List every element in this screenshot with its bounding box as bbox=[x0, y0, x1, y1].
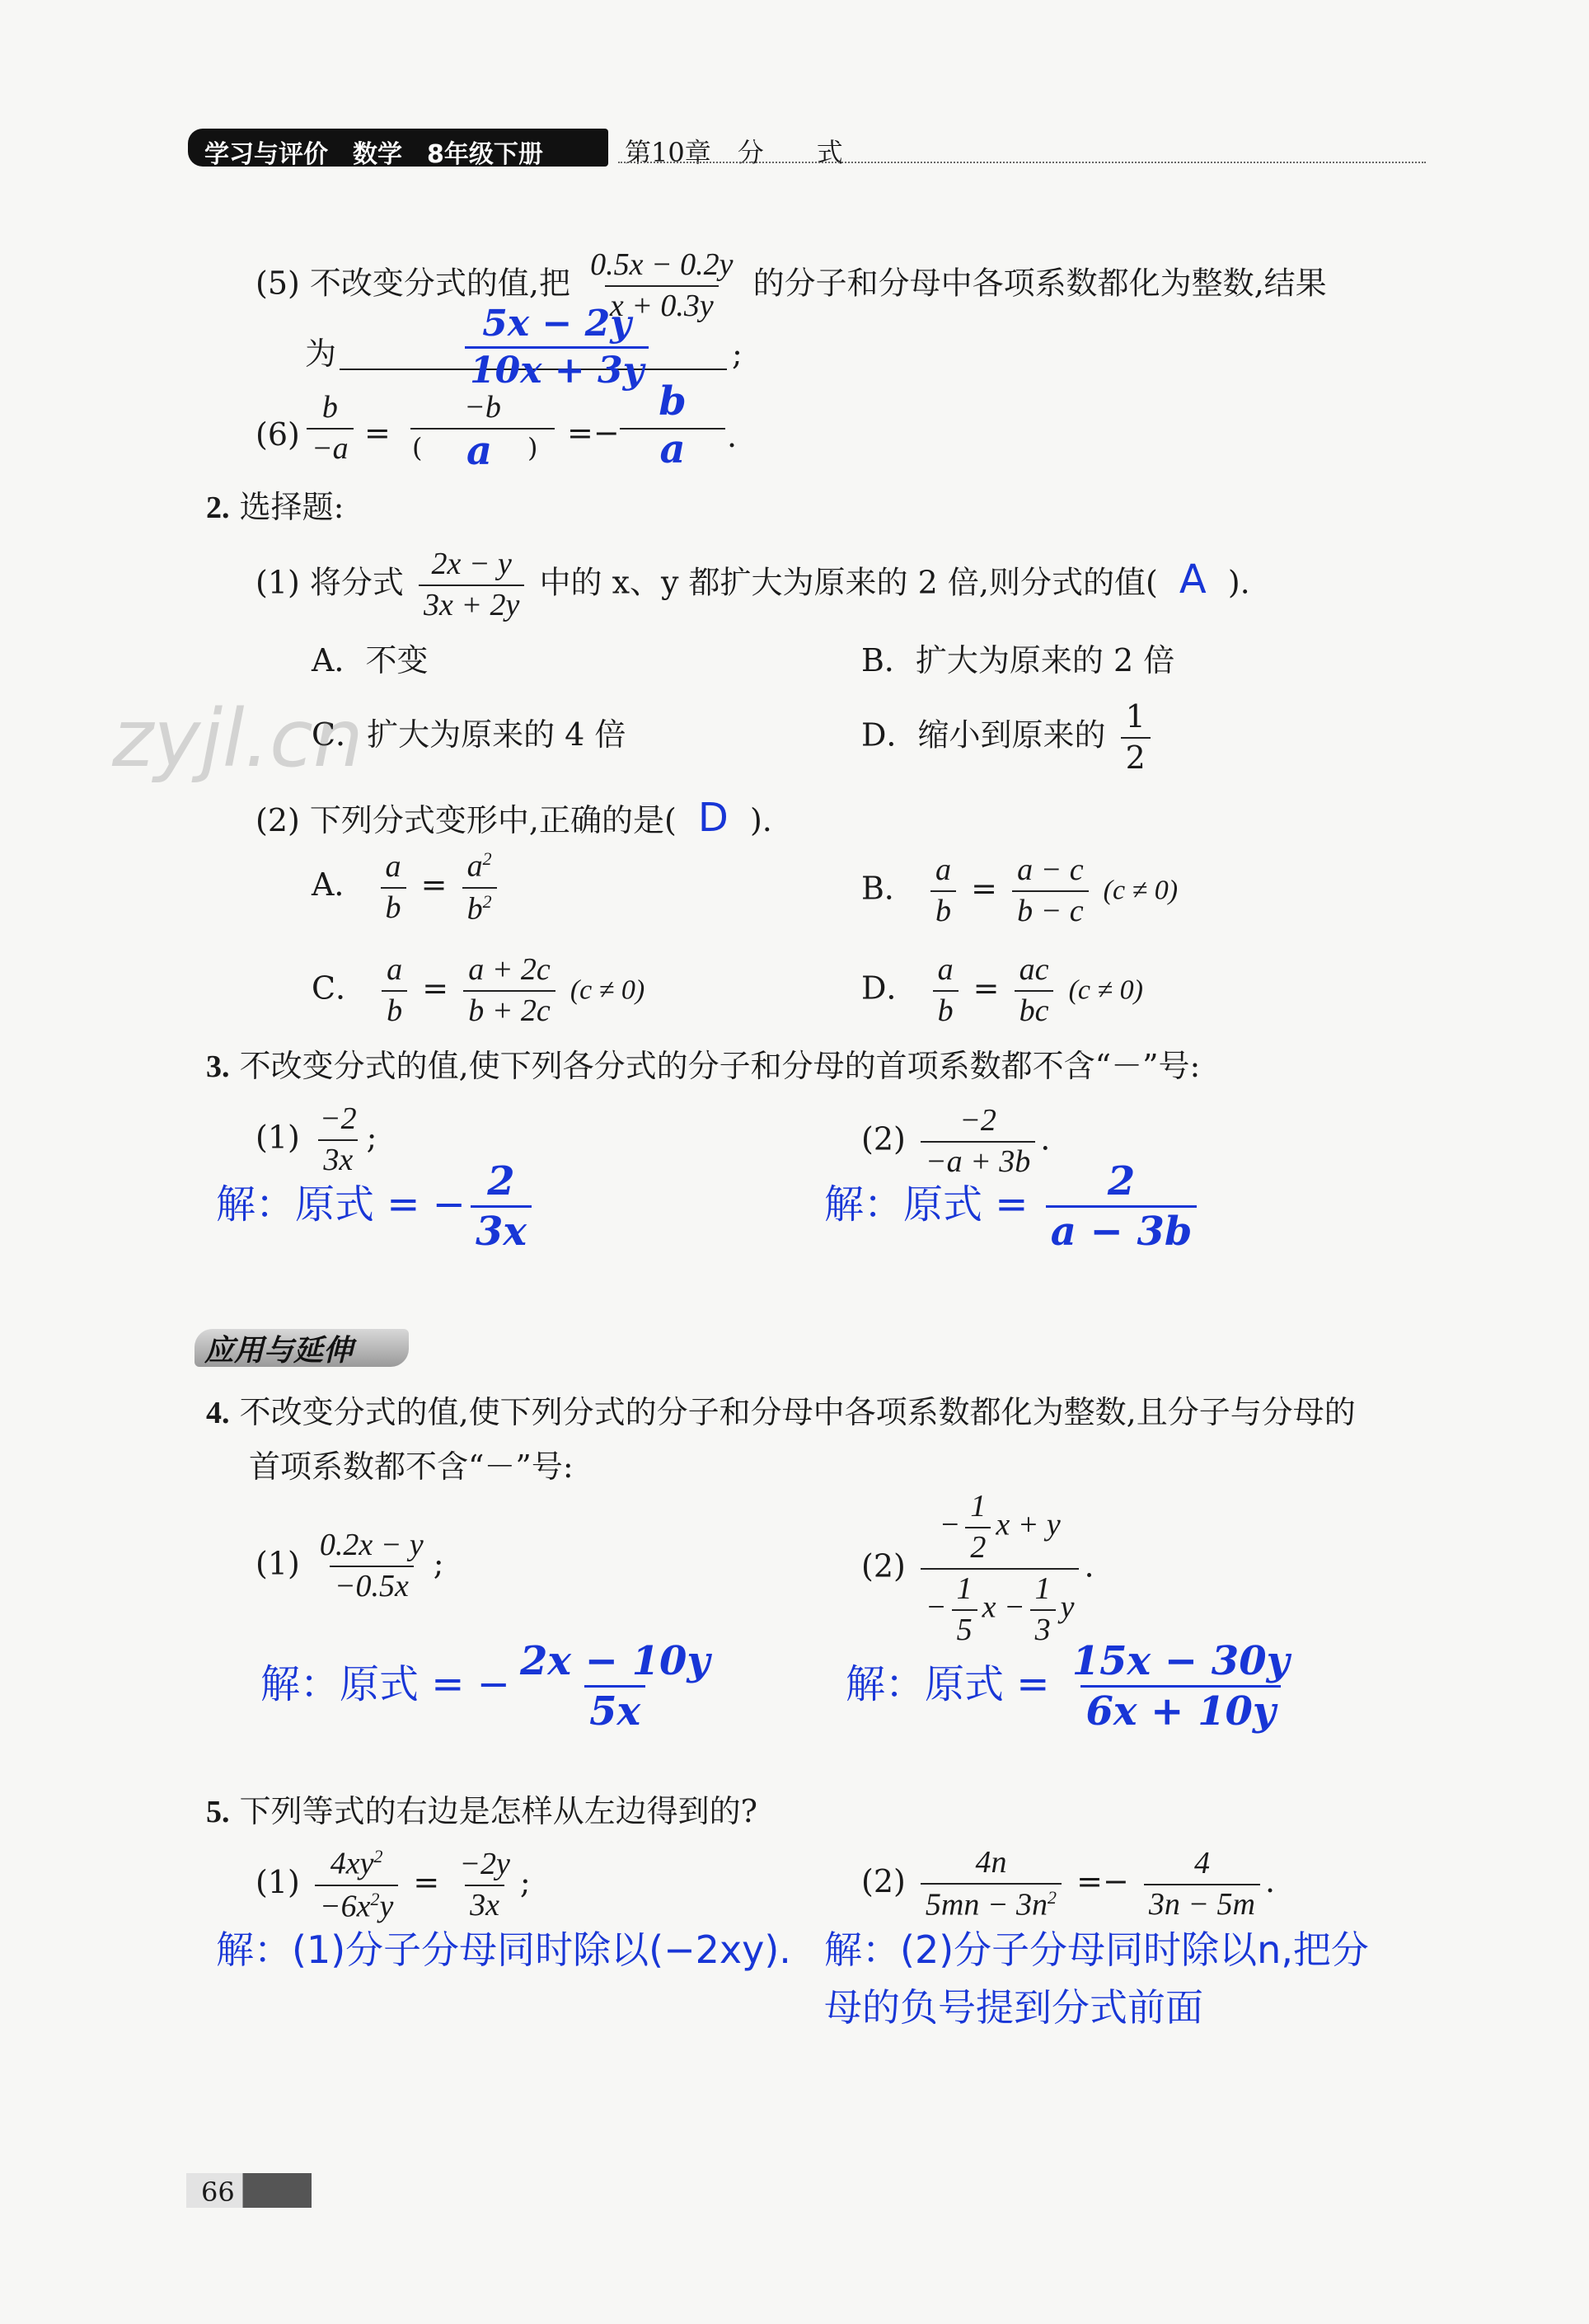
section-title: 应用与延伸 bbox=[204, 1334, 354, 1368]
q2-number: 2. bbox=[206, 491, 230, 525]
q4-p1-num: 0.2x − y bbox=[319, 1528, 424, 1562]
q3-sol2-prefix: 解：原式 = bbox=[824, 1181, 1029, 1228]
q4-sol2-den: 6x + 10y bbox=[1080, 1685, 1280, 1732]
q4-heading-line1 bbox=[206, 1394, 1356, 1430]
q4-part2 bbox=[861, 1491, 1094, 1647]
q3-p2-num: −2 bbox=[959, 1103, 996, 1138]
q3-p1-label: (1) bbox=[255, 1119, 300, 1156]
q1-p5-answer-denominator: 10x + 3y bbox=[465, 346, 649, 390]
q1-p6-lhs-num: b bbox=[321, 390, 338, 425]
header-chapter: 第10章 分 式 bbox=[625, 137, 843, 168]
q2-p1-option-c: C．扩大为原来的 4 倍 bbox=[312, 716, 626, 753]
q3-p2-end: . bbox=[1040, 1120, 1051, 1157]
q1-part6-label: (6) bbox=[255, 416, 300, 453]
page-number: 66 bbox=[201, 2176, 235, 2208]
q2-p2-optb-label: B． bbox=[861, 870, 916, 907]
q2-p1-option-b: B．扩大为原来的 2 倍 bbox=[861, 642, 1175, 678]
q2-p2-option-c: C． $\frac{a}{b}$ = $\frac{a + 2c}{b + 2c}$ (c ≠ 0) bbox=[312, 952, 645, 1028]
q3-number: 3. bbox=[206, 1049, 230, 1084]
q5-p2-lhs: $\frac{4n}{5mn - 3n^2}$ bbox=[921, 1847, 1062, 1922]
q5-heading bbox=[206, 1793, 757, 1829]
q4-sol1-den: 5x bbox=[584, 1685, 645, 1732]
q3-sol1-prefix: 解：原式 = − bbox=[216, 1181, 466, 1228]
q4-sol2-num: 15x − 30y bbox=[1071, 1638, 1290, 1684]
q1-p6-paren-close: ) bbox=[527, 432, 538, 463]
q2-title: 选择题: bbox=[239, 489, 345, 525]
q3-p2-den: −a + 3b bbox=[921, 1141, 1035, 1179]
q2-p1-frac-den: 3x + 2y bbox=[419, 585, 524, 622]
q4-p1-den: −0.5x bbox=[330, 1566, 414, 1603]
q2-p2-optd-cond: (c ≠ 0) bbox=[1068, 974, 1143, 1006]
q2-heading bbox=[206, 491, 344, 523]
q5-p1-lhs: $\frac{4xy^2}{-6x^2y}$ bbox=[315, 1847, 398, 1923]
q1-p5-answer-numerator: 5x − 2y bbox=[482, 303, 631, 345]
q5-solution-1: 解：(1)分子分母同时除以(−2xy). bbox=[216, 1927, 791, 1972]
q3-heading bbox=[206, 1050, 1200, 1082]
q4-title-1: 不改变分式的值,使下列分式的分子和分母中各项系数都化为整数,且分子与分母的 bbox=[239, 1394, 1356, 1430]
q2-p1-text3: ). bbox=[1227, 564, 1250, 601]
q5-number: 5. bbox=[206, 1795, 230, 1829]
q2-part2-line bbox=[255, 795, 772, 841]
header-book-label: 学习与评价 数学 8年级下册 bbox=[204, 140, 543, 169]
q2-p1-optd-num: 1 bbox=[1125, 698, 1146, 735]
q1-p6-eq1: = bbox=[364, 415, 391, 451]
q3-solution-2 bbox=[824, 1158, 1202, 1256]
q3-sol2-den: a − 3b bbox=[1046, 1205, 1198, 1252]
q2-p1-text1: 将分式 bbox=[309, 564, 404, 601]
q1-part5-line2 bbox=[305, 336, 337, 372]
q4-p1-label: (1) bbox=[255, 1545, 300, 1582]
q2-p2-optd-label: D． bbox=[861, 970, 918, 1007]
q5-p2-label: (2) bbox=[861, 1863, 906, 1900]
q3-sol2-num: 2 bbox=[1107, 1158, 1136, 1204]
q2-p2-option-a: A． $\frac{a}{b}$ = $\frac{a^2}{b^2}$ bbox=[312, 849, 502, 926]
q1-p6-eq2: =− bbox=[567, 415, 620, 451]
q5-p2-end: . bbox=[1264, 1863, 1276, 1900]
q2-p2-answer: D bbox=[697, 795, 729, 841]
header-dotted-rule bbox=[618, 162, 1426, 163]
q2-p1-optd-text: D．缩小到原来的 bbox=[861, 716, 1106, 754]
q4-part1 bbox=[255, 1529, 444, 1603]
q4-sol1-prefix: 解：原式 = − bbox=[260, 1660, 510, 1707]
q1-p5-frac-denominator: x + 0.3y bbox=[605, 285, 719, 323]
q2-p2-label: (2) bbox=[255, 802, 300, 838]
q4-sol1-num: 2x − 10y bbox=[519, 1638, 710, 1684]
q2-p2-text1: 下列分式变形中,正确的是( bbox=[309, 802, 677, 838]
q2-part1-line bbox=[255, 548, 1250, 622]
q2-p1-option-a: A．不变 bbox=[312, 642, 429, 678]
q3-p2-label: (2) bbox=[861, 1120, 906, 1157]
q1-p5-answer-fraction bbox=[460, 305, 654, 390]
q2-p1-fraction bbox=[419, 548, 524, 622]
q2-p1-text2: 中的 x、y 都扩大为原来的 2 倍,则分式的值( bbox=[539, 564, 1158, 601]
q1-p5-text2: 的分子和分母中各项系数都化为整数,结果 bbox=[752, 265, 1327, 302]
q5-p1-end: ; bbox=[519, 1864, 531, 1901]
q1-p6-mid-fraction bbox=[410, 390, 555, 474]
q1-p6-paren-open: ( bbox=[412, 432, 423, 463]
q5-p1-label: (1) bbox=[255, 1864, 300, 1901]
q2-p2-option-d: D． $\frac{a}{b}$ = $\frac{ac}{bc}$ (c ≠ 0) bbox=[861, 952, 1143, 1028]
watermark: zyjl.cn bbox=[112, 693, 363, 785]
q2-p2-optc-label: C． bbox=[312, 970, 368, 1007]
q3-solution-1 bbox=[216, 1158, 537, 1256]
q1-p5-end: ; bbox=[732, 336, 743, 372]
q2-p1-frac-num: 2x − y bbox=[431, 547, 512, 581]
q3-title: 不改变分式的值,使下列各分式的分子和分母的首项系数都不含“－”号: bbox=[239, 1048, 1201, 1084]
q3-sol1-num: 2 bbox=[487, 1158, 515, 1204]
q1-p5-text3: 为 bbox=[305, 336, 337, 372]
q4-sol2-prefix: 解：原式 = bbox=[846, 1660, 1050, 1707]
q3-p1-den: 3x bbox=[318, 1139, 358, 1177]
q2-p2-optb-cond: (c ≠ 0) bbox=[1103, 875, 1179, 906]
q1-p6-answer-den: a bbox=[659, 426, 686, 472]
q2-p1-optd-den: 2 bbox=[1121, 737, 1151, 775]
q1-p5-text1: 不改变分式的值,把 bbox=[309, 265, 571, 302]
q1-p6-end: . bbox=[727, 418, 738, 454]
q4-solution-1 bbox=[260, 1638, 720, 1735]
q2-p1-label: (1) bbox=[255, 564, 300, 601]
q5-part2: (2) $\frac{4n}{5mn - 3n^2}$ =− $\frac{4}{3n - 5m}$ . bbox=[861, 1845, 1276, 1923]
q1-p6-lhs-fraction bbox=[302, 392, 359, 466]
q4-p2-end: . bbox=[1084, 1547, 1094, 1585]
q1-part5-line1 bbox=[255, 249, 1327, 323]
q2-p2-option-b: B． $\frac{a}{b}$ = $\frac{a - c}{b - c}$ (c ≠ 0) bbox=[861, 852, 1179, 928]
q3-p1-num: −2 bbox=[319, 1101, 357, 1136]
q1-p6-answer-fraction bbox=[620, 378, 725, 472]
q1-p5-frac-numerator: 0.5x − 0.2y bbox=[590, 247, 734, 282]
q5-solution-2-line2: 母的负号提到分式前面 bbox=[824, 1985, 1203, 2030]
q1-p5-label: (5) bbox=[255, 265, 300, 302]
q4-number: 4. bbox=[206, 1396, 230, 1430]
q5-solution-2-line1: 解：(2)分子分母同时除以n,把分 bbox=[824, 1927, 1369, 1972]
q4-p1-end: ; bbox=[433, 1545, 444, 1582]
q2-p1-option-d bbox=[861, 698, 1155, 776]
q4-p2-label: (2) bbox=[861, 1547, 906, 1585]
q4-title-2: 首项系数都不含“－”号: bbox=[249, 1448, 574, 1485]
q2-p2-opta-label: A． bbox=[312, 866, 366, 904]
q4-solution-2 bbox=[846, 1638, 1300, 1735]
q3-sol1-den: 3x bbox=[471, 1205, 532, 1252]
q1-p6-answer-num: b bbox=[659, 378, 687, 425]
q5-p2-rhs: $\frac{4}{3n - 5m}$ bbox=[1144, 1847, 1260, 1922]
q2-p2-optc-cond: (c ≠ 0) bbox=[570, 974, 645, 1006]
q1-p6-mid-answer: a bbox=[466, 428, 493, 474]
q2-p1-answer: A bbox=[1179, 556, 1207, 603]
q5-part1: (1) $\frac{4xy^2}{-6x^2y}$ = $\frac{-2y}{3x}$ ; bbox=[255, 1846, 531, 1924]
q5-p1-rhs: $\frac{-2y}{3x}$ bbox=[459, 1846, 510, 1923]
q2-p2-text2: ). bbox=[749, 802, 772, 838]
q1-p6-mid-num: −b bbox=[464, 390, 501, 425]
q4-p2-complex-fraction: − $\frac{1}{2}$ x + y − $\frac{1}{5}$ x − $\frac{1}{3}$ y bbox=[921, 1491, 1080, 1647]
q5-title: 下列等式的右边是怎样从左边得到的? bbox=[239, 1793, 757, 1829]
q1-p6-lhs-den: −a bbox=[307, 428, 354, 466]
q3-p1-end: ; bbox=[366, 1119, 377, 1156]
